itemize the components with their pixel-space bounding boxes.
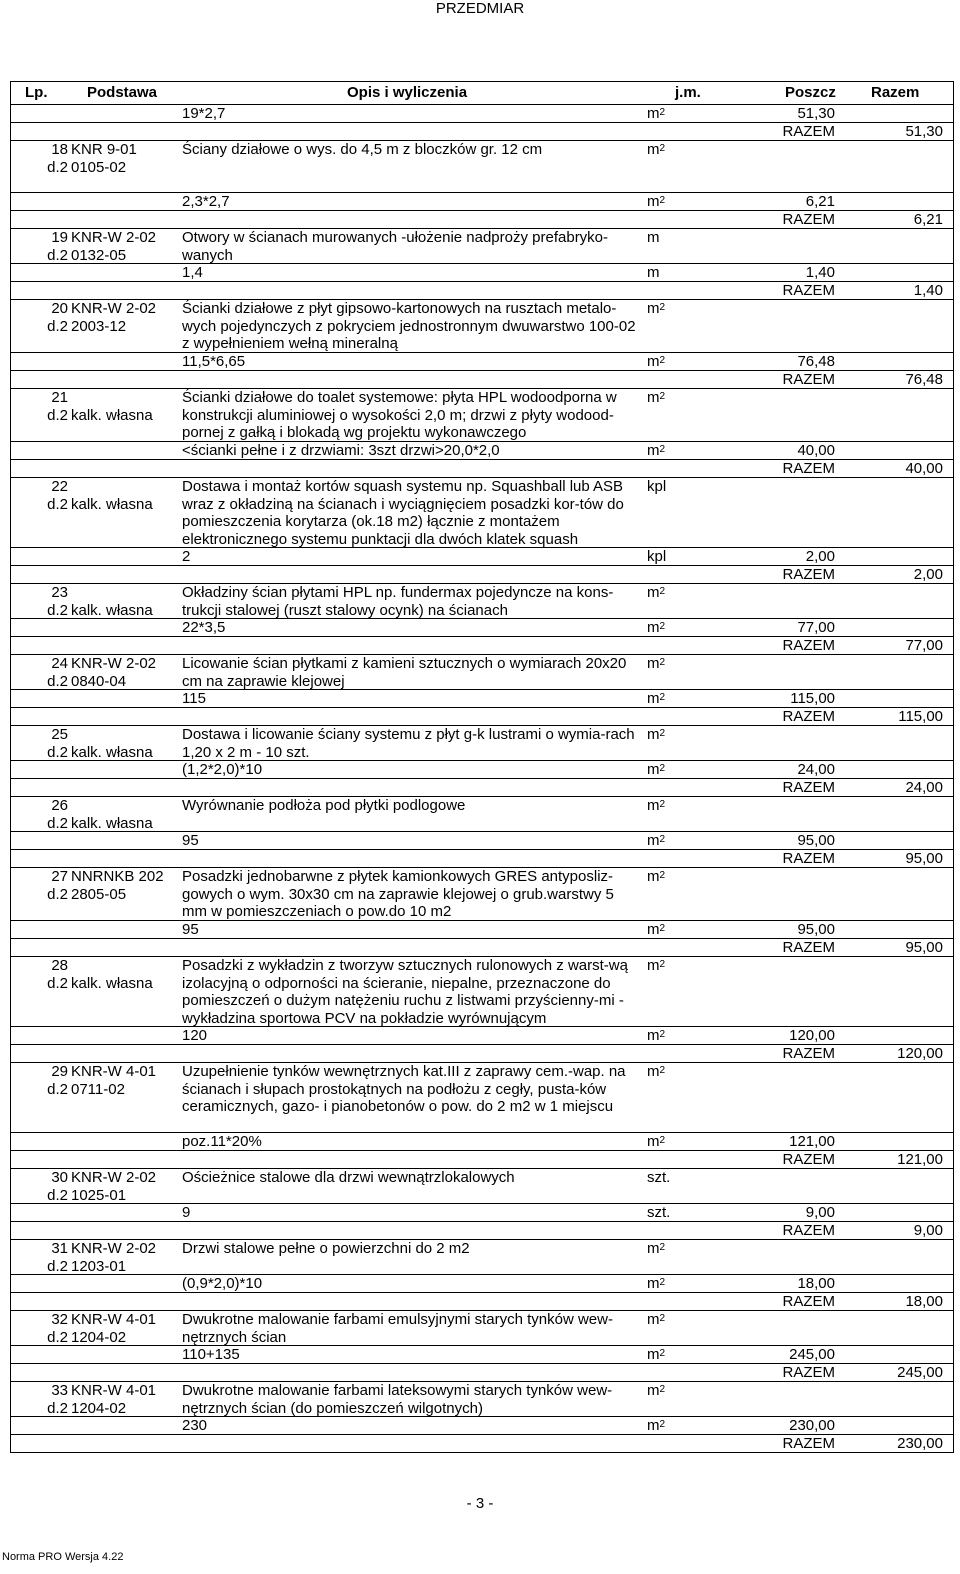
- poszcz-value: 24,00: [797, 761, 835, 778]
- table-row-item: [11, 1311, 953, 1346]
- formula-unit: $m^2$: [647, 1275, 666, 1292]
- razem-row: [11, 211, 953, 229]
- razem-label: RAZEM: [782, 1045, 835, 1062]
- item-d: d.2: [47, 158, 68, 176]
- item-d: d.2: [47, 495, 68, 513]
- item-podstawa-2: kalk. własna: [71, 743, 153, 761]
- razem-label: RAZEM: [782, 1364, 835, 1381]
- table-row-item: [11, 1169, 953, 1204]
- table-row-item: [11, 726, 953, 761]
- item-description: Ściany działowe o wys. do 4,5 m z bloczków gr. 12 cm: [182, 141, 543, 158]
- item-description: Dostawa i montaż kortów squash systemu np. Squashball lub ASB wraz z okładziną na ścianach i wyciągnięciem posadzki kor-tów do pomieszczenia korytarza (ok.18 m2) łącznie z montażem elektronicznego systemu punktacji dla dwóch klatek squash: [182, 478, 624, 548]
- table-row-item: [11, 957, 953, 1027]
- item-description: Dwukrotne malowanie farbami emulsyjnymi starych tynków wew-nętrznych ścian: [182, 1311, 613, 1346]
- item-podstawa-2: kalk. własna: [71, 495, 153, 513]
- razem-row: [11, 123, 953, 141]
- table-row-item: [11, 1240, 953, 1275]
- razem-value: 18,00: [905, 1293, 943, 1310]
- quantity-row: [11, 264, 953, 282]
- razem-label: RAZEM: [782, 282, 835, 299]
- razem-row: [11, 939, 953, 957]
- table-row-item: [11, 478, 953, 548]
- razem-value: 230,00: [897, 1435, 943, 1452]
- formula-unit: $m^2$: [647, 1133, 666, 1150]
- item-d: d.2: [47, 1399, 68, 1417]
- poszcz-value: 9,00: [805, 1204, 835, 1221]
- formula-unit: $m^2$: [647, 619, 666, 636]
- formula: 115: [182, 690, 206, 707]
- page-number: - 3 -: [466, 1495, 494, 1512]
- table-row-item: [11, 300, 953, 353]
- page-title: PRZEDMIAR: [435, 0, 525, 17]
- header-opis: Opis i wyliczenia: [347, 84, 468, 101]
- razem-value: 76,48: [905, 371, 943, 388]
- item-podstawa-2: 1204-02: [71, 1399, 127, 1417]
- formula-unit: kpl: [647, 548, 667, 565]
- table-row-item: [11, 655, 953, 690]
- razem-value: 95,00: [905, 850, 943, 867]
- formula-unit: $m^2$: [647, 1417, 666, 1434]
- formula-unit: $m^2$: [647, 832, 666, 849]
- formula: (0,9*2,0)*10: [182, 1275, 263, 1292]
- item-podstawa-1: KNR-W 4-01: [71, 1382, 157, 1399]
- razem-label: RAZEM: [782, 371, 835, 388]
- quantity-row: [11, 353, 953, 371]
- poszcz-value: 95,00: [797, 832, 835, 849]
- item-unit: szt.: [647, 1169, 671, 1186]
- item-unit: $m^2$: [647, 300, 666, 317]
- table-header: [11, 82, 953, 105]
- item-d: d.2: [47, 317, 68, 335]
- razem-label: RAZEM: [782, 850, 835, 867]
- razem-row: [11, 1364, 953, 1382]
- item-description: Dostawa i licowanie ściany systemu z płyt g-k lustrami o wymia-rach 1,20 x 2 m - 10 szt.: [182, 726, 635, 761]
- razem-label: RAZEM: [782, 1435, 835, 1452]
- razem-label: RAZEM: [782, 123, 835, 140]
- item-podstawa-2: kalk. własna: [71, 406, 153, 424]
- poszcz-value: 115,00: [790, 690, 835, 707]
- item-description: Posadzki z wykładzin z tworzyw sztucznych rulonowych z warst-wą izolacyjną o odporności na ścieranie, niepalne, przeznaczone do pomieszczeń o dużym natężeniu ruchu z listwami przyścienny-mi - wykładzina sportowa PCV na pokładzie wyrównującym: [182, 957, 628, 1027]
- footer-version: Norma PRO Wersja 4.22: [2, 1551, 124, 1563]
- item-unit: $m^2$: [647, 726, 666, 743]
- item-lp: 21: [51, 389, 68, 406]
- item-d: d.2: [47, 814, 68, 832]
- item-d: d.2: [47, 672, 68, 690]
- item-podstawa-2: kalk. własna: [71, 601, 153, 619]
- razem-value: 6,21: [913, 211, 943, 228]
- formula: 2,3*2,7: [182, 193, 230, 210]
- poszcz-value: 18,00: [797, 1275, 835, 1292]
- quantity-row: [11, 619, 953, 637]
- table-row-item: [11, 141, 953, 193]
- razem-label: RAZEM: [782, 566, 835, 583]
- razem-row: [11, 779, 953, 797]
- item-unit: $m^2$: [647, 868, 666, 885]
- item-lp: 27: [51, 868, 68, 885]
- item-lp: 26: [51, 797, 68, 814]
- razem-value: 2,00: [913, 566, 943, 583]
- item-d: d.2: [47, 601, 68, 619]
- quantity-row: [11, 1417, 953, 1435]
- table-row-item: [11, 797, 953, 832]
- formula: 22*3,5: [182, 619, 226, 636]
- header-razem: Razem: [871, 84, 920, 101]
- razem-row: [11, 566, 953, 584]
- item-podstawa-1: KNR-W 4-01: [71, 1063, 157, 1080]
- item-podstawa-1: KNR-W 2-02: [71, 1240, 157, 1257]
- formula: 120: [182, 1027, 208, 1044]
- razem-value: 245,00: [897, 1364, 943, 1381]
- formula: 19*2,7: [182, 105, 226, 122]
- formula-unit: $m^2$: [647, 1346, 666, 1363]
- item-d: d.2: [47, 1080, 68, 1098]
- razem-label: RAZEM: [782, 1222, 835, 1239]
- quantity-row: [11, 548, 953, 566]
- razem-value: 40,00: [905, 460, 943, 477]
- header-lp: Lp.: [25, 84, 48, 101]
- formula: 1,4: [182, 264, 203, 281]
- poszcz-value: 76,48: [797, 353, 835, 370]
- item-podstawa-2: 2805-05: [71, 885, 127, 903]
- item-lp: 19: [51, 229, 68, 246]
- item-podstawa-2: 1204-02: [71, 1328, 127, 1346]
- item-unit: $m^2$: [647, 1382, 666, 1399]
- poszcz-value: 40,00: [797, 442, 835, 459]
- item-unit: $m^2$: [647, 1311, 666, 1328]
- razem-label: RAZEM: [782, 637, 835, 654]
- item-description: Ościeżnice stalowe dla drzwi wewnątrzlokalowych: [182, 1169, 515, 1186]
- formula-unit: $m^2$: [647, 1027, 666, 1044]
- razem-value: 120,00: [897, 1045, 943, 1062]
- item-lp: 32: [51, 1311, 68, 1328]
- formula-unit: $m^2$: [647, 921, 666, 938]
- razem-value: 9,00: [913, 1222, 943, 1239]
- poszcz-value: 51,30: [797, 105, 835, 122]
- formula: 11,5*6,65: [182, 353, 246, 370]
- item-lp: 30: [51, 1169, 68, 1186]
- item-podstawa-1: KNR-W 2-02: [71, 1169, 157, 1186]
- razem-label: RAZEM: [782, 779, 835, 796]
- estimate-table: [10, 81, 954, 1453]
- item-podstawa-2: 0132-05: [71, 246, 127, 264]
- item-podstawa-2: kalk. własna: [71, 814, 153, 832]
- poszcz-value: 121,00: [789, 1133, 835, 1150]
- item-podstawa-1: KNR-W 2-02: [71, 229, 157, 246]
- poszcz-value: 77,00: [797, 619, 835, 636]
- item-lp: 23: [51, 584, 68, 601]
- item-podstawa-1: NNRNKB 202: [71, 868, 164, 885]
- item-lp: 33: [51, 1382, 68, 1399]
- razem-value: 121,00: [897, 1151, 943, 1168]
- item-d: d.2: [47, 1186, 68, 1204]
- item-lp: 29: [51, 1063, 68, 1080]
- razem-label: RAZEM: [782, 708, 835, 725]
- formula: <ścianki pełne i z drzwiami: 3szt drzwi>20,0*2,0: [182, 442, 500, 459]
- item-podstawa-2: kalk. własna: [71, 974, 153, 992]
- item-podstawa-1: KNR 9-01: [71, 141, 137, 158]
- formula-unit: szt.: [647, 1204, 671, 1221]
- razem-row: [11, 1045, 953, 1063]
- formula: 230: [182, 1417, 208, 1434]
- formula: poz.11*20%: [182, 1133, 262, 1150]
- razem-value: 115,00: [898, 708, 943, 725]
- quantity-row: [11, 690, 953, 708]
- item-d: d.2: [47, 406, 68, 424]
- item-podstawa-2: 1025-01: [71, 1186, 127, 1204]
- item-description: Dwukrotne malowanie farbami lateksowymi starych tynków wew-nętrznych ścian (do pomieszczeń wilgotnych): [182, 1382, 613, 1417]
- item-description: Otwory w ścianach murowanych -ułożenie nadproży prefabryko-wanych: [182, 229, 609, 264]
- razem-label: RAZEM: [782, 1151, 835, 1168]
- formula: 95: [182, 921, 199, 938]
- poszcz-value: 95,00: [797, 921, 835, 938]
- formula: (1,2*2,0)*10: [182, 761, 263, 778]
- item-unit: $m^2$: [647, 1240, 666, 1257]
- item-unit: $m^2$: [647, 1063, 666, 1080]
- table-row-item: [11, 1063, 953, 1133]
- razem-row: [11, 1435, 953, 1453]
- razem-label: RAZEM: [782, 1293, 835, 1310]
- item-lp: 25: [51, 726, 68, 743]
- item-description: Drzwi stalowe pełne o powierzchni do 2 m2: [182, 1240, 470, 1257]
- header-poszcz: Poszcz: [785, 84, 836, 101]
- item-podstawa-2: 1203-01: [71, 1257, 127, 1275]
- item-description: Licowanie ścian płytkami z kamieni sztucznych o wymiarach 20x20 cm na zaprawie klejowej: [182, 655, 627, 690]
- formula: 95: [182, 832, 199, 849]
- formula-unit: $m^2$: [647, 353, 666, 370]
- item-lp: 28: [51, 957, 68, 974]
- razem-value: 95,00: [905, 939, 943, 956]
- item-description: Ścianki działowe do toalet systemowe: płyta HPL wodoodporna w konstrukcji aluminiowej o wysokości 2,0 m; drzwi z płyty wodood-pornej z gałką i blokadą wg projektu wykonawczego: [182, 389, 617, 441]
- quantity-row: [11, 193, 953, 211]
- formula-unit: $m^2$: [647, 193, 666, 210]
- razem-label: RAZEM: [782, 211, 835, 228]
- quantity-row: [11, 442, 953, 460]
- quantity-row: [11, 1133, 953, 1151]
- formula: 2: [182, 548, 191, 565]
- table-row-item: [11, 229, 953, 264]
- razem-value: 51,30: [905, 123, 943, 140]
- item-lp: 20: [51, 300, 68, 317]
- item-unit: $m^2$: [647, 584, 666, 601]
- razem-label: RAZEM: [782, 939, 835, 956]
- razem-row: [11, 708, 953, 726]
- item-podstawa-1: KNR-W 2-02: [71, 655, 157, 672]
- item-lp: 18: [51, 141, 68, 158]
- item-d: d.2: [47, 1257, 68, 1275]
- razem-value: 1,40: [913, 282, 943, 299]
- quantity-row: [11, 921, 953, 939]
- formula-unit: $m^2$: [647, 442, 666, 459]
- poszcz-value: 6,21: [805, 193, 835, 210]
- formula: 110+135: [182, 1346, 240, 1363]
- table-row-item: [11, 1382, 953, 1417]
- razem-row: [11, 1151, 953, 1169]
- item-podstawa-2: 0711-02: [71, 1080, 125, 1098]
- razem-row: [11, 1293, 953, 1311]
- item-d: d.2: [47, 1328, 68, 1346]
- formula-unit: $m^2$: [647, 105, 666, 122]
- item-description: Wyrównanie podłoża pod płytki podlogowe: [182, 797, 466, 814]
- poszcz-value: 120,00: [789, 1027, 835, 1044]
- quantity-row: [11, 761, 953, 779]
- poszcz-value: 230,00: [789, 1417, 835, 1434]
- item-lp: 31: [51, 1240, 68, 1257]
- quantity-row: [11, 1275, 953, 1293]
- table-row-item: [11, 389, 953, 442]
- item-podstawa-2: 0105-02: [71, 158, 127, 176]
- formula: 9: [182, 1204, 191, 1221]
- item-podstawa-2: 2003-12: [71, 317, 127, 335]
- poszcz-value: 2,00: [805, 548, 835, 565]
- item-unit: kpl: [647, 478, 667, 495]
- razem-row: [11, 460, 953, 478]
- razem-row: [11, 1222, 953, 1240]
- razem-row: [11, 282, 953, 300]
- item-podstawa-1: KNR-W 4-01: [71, 1311, 157, 1328]
- item-podstawa-1: KNR-W 2-02: [71, 300, 157, 317]
- item-unit: $m^2$: [647, 141, 666, 158]
- quantity-row: [11, 105, 953, 123]
- item-lp: 22: [51, 478, 68, 495]
- razem-value: 77,00: [905, 637, 943, 654]
- razem-value: 24,00: [905, 779, 943, 796]
- item-d: d.2: [47, 974, 68, 992]
- item-description: Posadzki jednobarwne z płytek kamionkowych GRES antyposliz-gowych o wym. 30x30 cm na zaprawie klejowej o grub.warstwy 5 mm w pomieszczeniach o pow.do 10 m2: [182, 868, 614, 920]
- item-unit: $m^2$: [647, 655, 666, 672]
- poszcz-value: 1,40: [805, 264, 835, 281]
- item-description: Okładziny ścian płytami HPL np. fundermax pojedyncze na kons-trukcji stalowej (ruszt stalowy ocynk) na ścianach: [182, 584, 614, 619]
- formula-unit: $m^2$: [647, 761, 666, 778]
- poszcz-value: 245,00: [789, 1346, 835, 1363]
- item-description: Uzupełnienie tynków wewnętrznych kat.III z zaprawy cem.-wap. na ścianach i słupach prostokątnych na podłożu z cegły, pusta-ków ceramicznych, gazo- i pianobetonów o pow. do 2 m2 w 1 miejscu: [182, 1063, 626, 1115]
- razem-row: [11, 371, 953, 389]
- razem-row: [11, 637, 953, 655]
- quantity-row: [11, 1346, 953, 1364]
- item-description: Ścianki działowe z płyt gipsowo-kartonowych na rusztach metalo-wych pojedynczych z pokryciem jednostronnym dwuwarstwo 100-02 z wypełnieniem wełną mineralną: [182, 300, 636, 352]
- item-unit: $m^2$: [647, 797, 666, 814]
- item-unit: m: [647, 229, 660, 246]
- item-d: d.2: [47, 885, 68, 903]
- quantity-row: [11, 1204, 953, 1222]
- quantity-row: [11, 1027, 953, 1045]
- item-d: d.2: [47, 743, 68, 761]
- formula-unit: $m^2$: [647, 690, 666, 707]
- table-row-item: [11, 584, 953, 619]
- razem-row: [11, 850, 953, 868]
- item-unit: $m^2$: [647, 389, 666, 406]
- razem-label: RAZEM: [782, 460, 835, 477]
- header-podstawa: Podstawa: [87, 84, 158, 101]
- item-unit: $m^2$: [647, 957, 666, 974]
- quantity-row: [11, 832, 953, 850]
- table-row-item: [11, 868, 953, 921]
- item-d: d.2: [47, 246, 68, 264]
- header-jm: j.m.: [675, 84, 701, 101]
- item-lp: 24: [51, 655, 68, 672]
- formula-unit: m: [647, 264, 660, 281]
- item-podstawa-2: 0840-04: [71, 672, 127, 690]
